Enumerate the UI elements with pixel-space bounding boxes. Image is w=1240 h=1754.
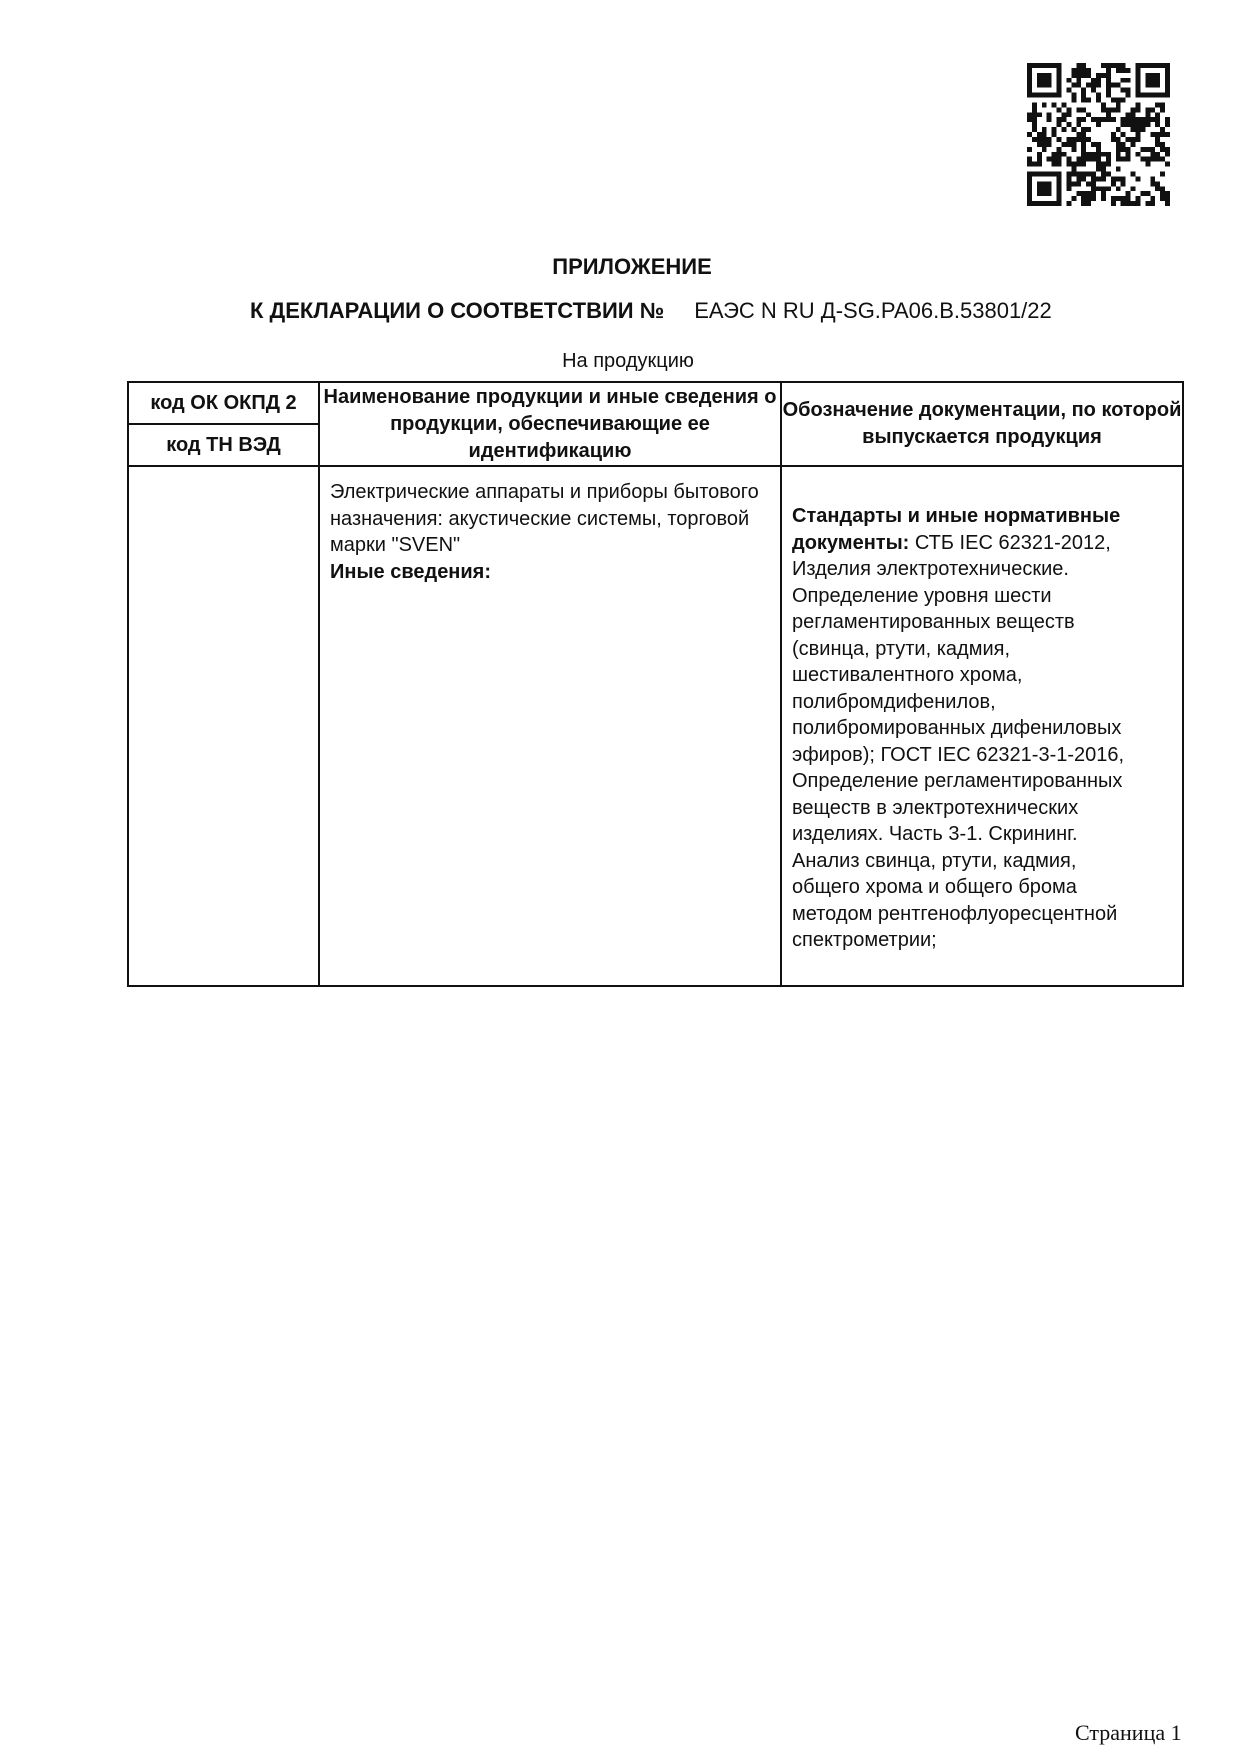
standards-line: документы: СТБ IEC 62321-2012, [792, 531, 1111, 554]
standards-line: методом рентгенофлуоресцентной [792, 902, 1118, 925]
header-code-okpd: код ОК ОКПД 2 [128, 382, 319, 424]
standards-line: изделиях. Часть 3-1. Скрининг. [792, 823, 1078, 845]
standards-line: веществ в электротехнических [792, 796, 1079, 819]
standards-line: (свинца, ртути, кадмия, [792, 637, 1010, 660]
standards-line: эфиров); ГОСТ IEC 62321-3-1-2016, [792, 743, 1125, 766]
page-number: Страница 1 [1075, 1720, 1182, 1745]
subtitle: На продукцию [562, 350, 694, 372]
declaration-number: ЕАЭС N RU Д-SG.PA06.B.53801/22 [694, 298, 1052, 323]
standards-line: шестивалентного хрома, [792, 664, 1023, 686]
product-description: Электрические аппараты и приборы бытового назначения: акустические системы, торговой марки "SVEN" [330, 481, 759, 556]
standards-line: полибромдифенилов, [792, 690, 996, 713]
standards-label: Стандарты и иные нормативные [792, 505, 1121, 527]
standards-line: полибромированных дифениловых [792, 717, 1122, 739]
standards-line: Изделия электротехнические. [792, 558, 1069, 580]
standards-label-tail: документы: [792, 531, 915, 554]
documentation-cell [781, 466, 1183, 986]
standards-line: Определение уровня шести [792, 584, 1052, 607]
standards-line: регламентированных веществ [792, 611, 1075, 633]
declaration-heading [250, 298, 1052, 324]
header-product: Наименование продукции и иные сведения о продукции, обеспечивающие ее идентификацию [319, 382, 781, 466]
standards-line: Определение регламентированных [792, 770, 1123, 792]
other-info-label: Иные сведения: [330, 560, 492, 583]
qr-code [1027, 63, 1170, 206]
standards-line: общего хрома и общего брома [792, 876, 1077, 898]
document-title: ПРИЛОЖЕНИЕ [552, 254, 712, 279]
product-cell [319, 466, 781, 986]
standards-line: Анализ свинца, ртути, кадмия, [792, 849, 1077, 872]
code-cell [128, 466, 319, 986]
declaration-label: К ДЕКЛАРАЦИИ О СООТВЕТСТВИИ № [250, 298, 665, 323]
header-documentation: Обозначение документации, по которой выпускается продукция [781, 382, 1183, 466]
header-code-tnved: код ТН ВЭД [128, 424, 319, 466]
product-table [127, 381, 1184, 987]
standards-line: спектрометрии; [792, 929, 937, 951]
